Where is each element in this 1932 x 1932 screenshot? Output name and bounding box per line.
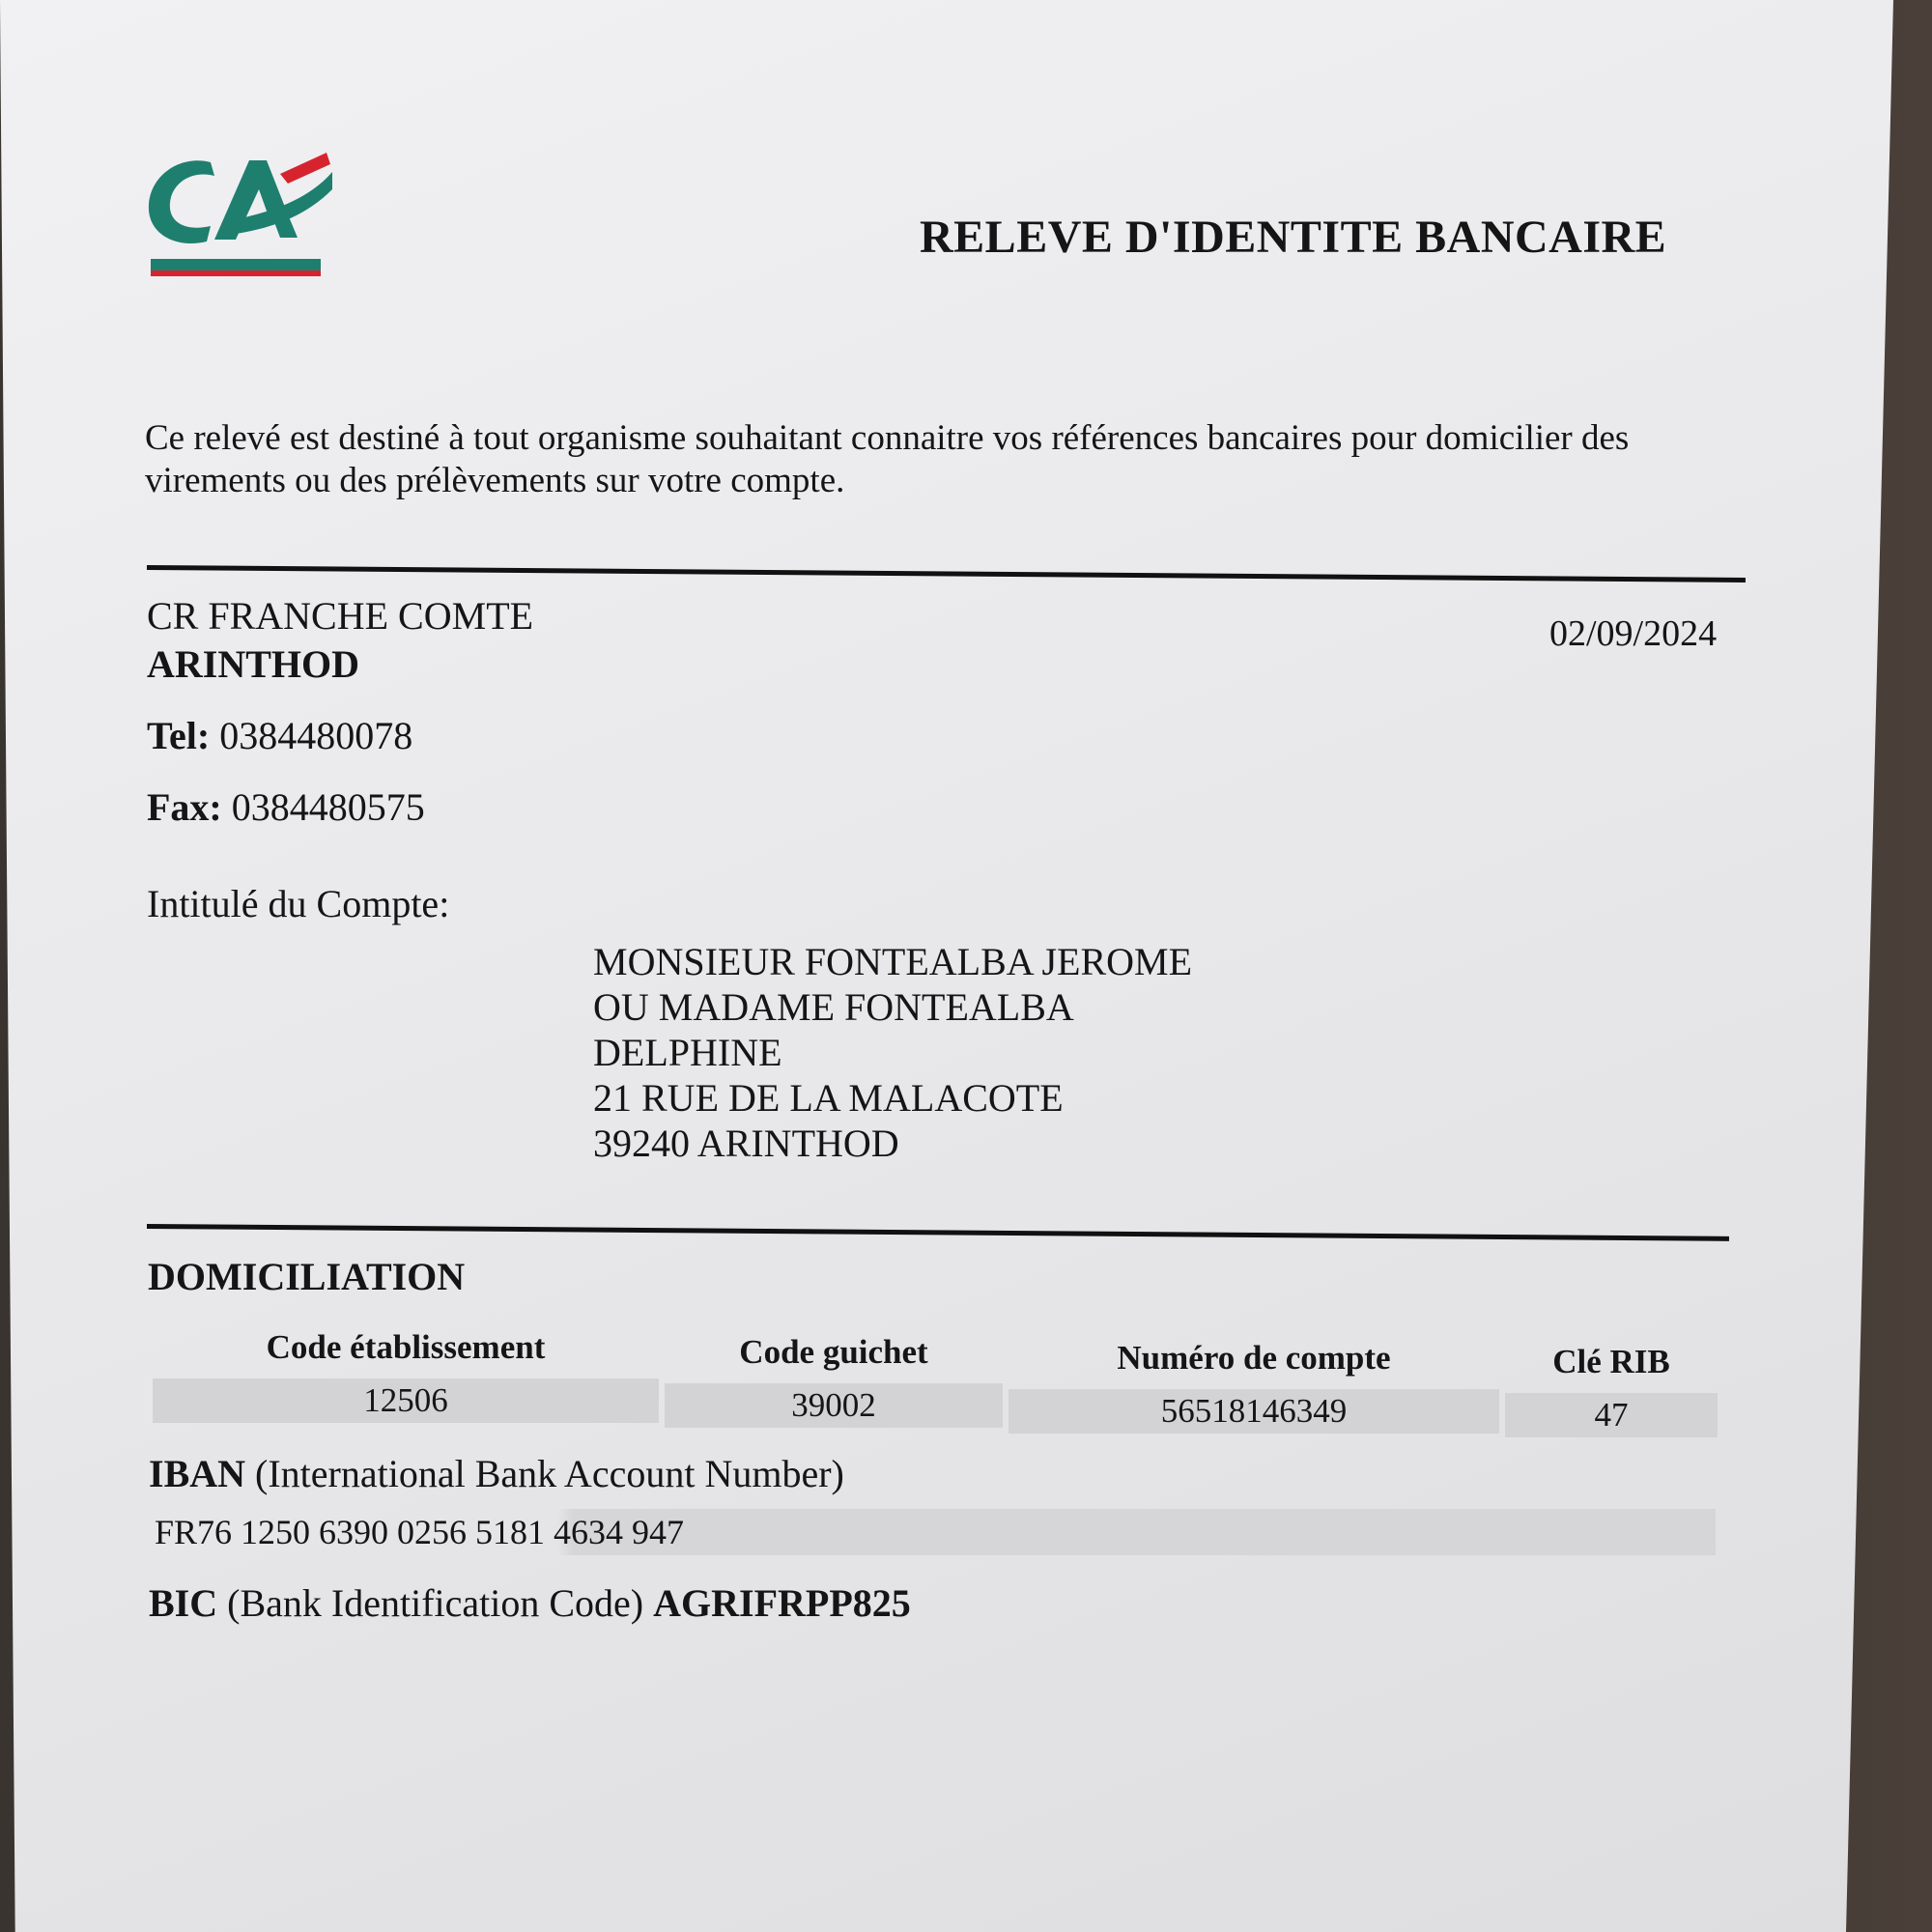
credit-agricole-logo-icon [143, 145, 336, 282]
holder-line: MONSIEUR FONTEALBA JEROME [593, 940, 1193, 983]
value-cle-rib: 47 [1505, 1393, 1718, 1437]
holder-line: 21 RUE DE LA MALACOTE [593, 1076, 1064, 1120]
bic-description: (Bank Identification Code) [227, 1581, 644, 1625]
account-holder [593, 939, 1192, 1166]
domiciliation-title: DOMICILIATION [148, 1255, 466, 1298]
phone-value: 0384480078 [219, 714, 413, 757]
value-code-guichet: 39002 [665, 1383, 1003, 1428]
iban-label [149, 1451, 844, 1496]
agency-fax [147, 784, 425, 830]
document-title: RELEVE D'IDENTITE BANCAIRE [920, 212, 1667, 263]
bic-line [149, 1580, 911, 1626]
intro-text: Ce relevé est destiné à tout organisme souhaitant connaitre vos références bancaires pour domicilier des virements ou des prélèvements sur votre compte. [145, 418, 1630, 501]
header-code-etablissement: Code établissement [266, 1328, 546, 1366]
value-code-etablissement: 12506 [153, 1378, 659, 1423]
header-numero-compte: Numéro de compte [1117, 1339, 1391, 1377]
iban-description: (International Bank Account Number) [255, 1452, 844, 1495]
document-date: 02/09/2024 [1549, 613, 1718, 654]
agency-town: ARINTHOD [147, 642, 360, 686]
fax-label: Fax: [147, 785, 222, 829]
header-cle-rib: Clé RIB [1552, 1343, 1670, 1380]
agency-name: CR FRANCHE COMTE [147, 594, 534, 638]
agency-phone [147, 713, 412, 758]
divider [147, 565, 1746, 582]
account-title-label: Intitulé du Compte: [147, 882, 450, 925]
iban-title: IBAN [149, 1452, 246, 1495]
fax-value: 0384480575 [231, 785, 425, 829]
header-code-guichet: Code guichet [739, 1333, 928, 1371]
holder-line: OU MADAME FONTEALBA [593, 985, 1074, 1029]
holder-line: DELPHINE [593, 1031, 782, 1074]
divider [147, 1224, 1729, 1241]
holder-line: 39240 ARINTHOD [593, 1122, 899, 1165]
bic-value: AGRIFRPP825 [653, 1581, 911, 1625]
iban-value: FR76 1250 6390 0256 5181 4634 947 [151, 1509, 1716, 1555]
phone-label: Tel: [147, 714, 211, 757]
value-numero-compte: 56518146349 [1009, 1389, 1499, 1434]
bic-title: BIC [149, 1581, 218, 1625]
